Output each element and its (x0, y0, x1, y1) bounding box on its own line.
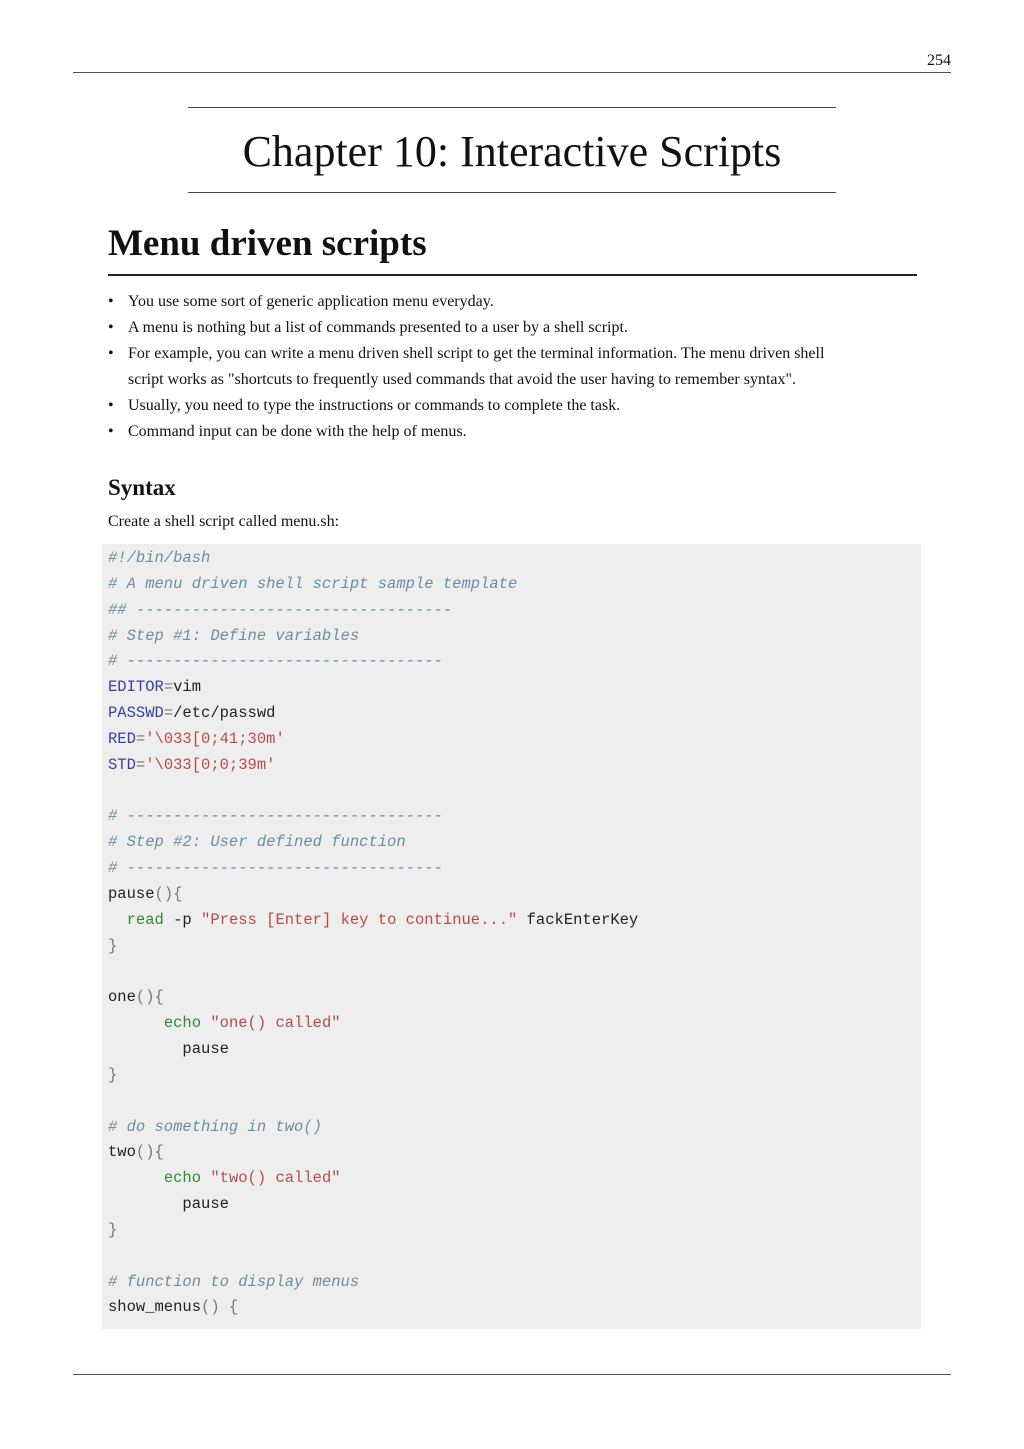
code-token: one (108, 988, 136, 1007)
code-token: "one() called" (210, 1014, 341, 1033)
code-token: = (163, 678, 174, 697)
code-line (108, 753, 638, 779)
code-token: = (135, 755, 146, 774)
code-token: '\033[0;41;30m' (145, 729, 285, 748)
code-token: = (135, 729, 146, 748)
code-line (108, 960, 638, 986)
code-line (108, 624, 638, 650)
list-item-text: A menu is nothing but a list of commands presented to a user by a shell script. (128, 319, 628, 336)
code-token: STD (108, 755, 136, 774)
list-item (108, 315, 908, 341)
code-token (201, 1169, 210, 1187)
code-token: ## ---------------------------------- (108, 600, 453, 619)
code-line (108, 985, 638, 1011)
code-token: # ---------------------------------- (108, 807, 443, 826)
code-token: } (108, 936, 118, 955)
code-line (108, 1166, 638, 1192)
code-token: (){ (135, 1143, 164, 1162)
code-token: '\033[0;0;39m' (145, 755, 276, 774)
code-line (108, 1295, 638, 1321)
code-token: (){ (154, 884, 183, 903)
code-line (108, 804, 638, 830)
code-line (108, 1011, 638, 1037)
code-line (108, 856, 638, 882)
code-token: # A menu driven shell script sample template (108, 574, 518, 593)
chapter-title: Chapter 10: Interactive Scripts (242, 127, 782, 176)
code-token: # function to display menus (108, 1272, 360, 1291)
code-token: /etc/passwd (173, 704, 276, 723)
list-item (108, 419, 908, 445)
header-rule (73, 72, 951, 73)
section-title: Menu driven scripts (108, 223, 427, 264)
code-token: # Step #2: User defined function (108, 833, 406, 852)
code-line (108, 1037, 638, 1063)
intro-paragraph: Create a shell script called menu.sh: (108, 513, 340, 530)
code-token: EDITOR (108, 678, 164, 697)
code-token (201, 1014, 210, 1032)
list-item (108, 393, 908, 419)
code-token: pause (108, 1040, 229, 1059)
code-token: "Press [Enter] key to continue..." (201, 910, 518, 929)
code-line (108, 934, 638, 960)
list-item-text: For example, you can write a menu driven shell script to get the terminal information. The menu driven shell (128, 345, 825, 362)
code-line (108, 572, 638, 598)
code-token: show_menus (108, 1298, 202, 1317)
list-item (108, 341, 908, 393)
section-rule (108, 274, 917, 276)
code-token: } (108, 1065, 118, 1084)
code-token: RED (108, 729, 136, 748)
list-item-text: Command input can be done with the help of menus. (128, 423, 467, 440)
code-token (108, 1169, 164, 1187)
code-token: vim (173, 678, 202, 697)
code-token: fackEnterKey (517, 910, 639, 929)
code-line (108, 1270, 638, 1296)
code-token (108, 911, 127, 929)
code-token: = (163, 704, 174, 723)
code-token: echo (163, 1169, 202, 1188)
code-token: # do something in two() (108, 1117, 322, 1136)
bullet-list (108, 289, 908, 445)
code-line (108, 701, 638, 727)
code-line (108, 1063, 638, 1089)
code-token: -p (163, 910, 202, 929)
code-line (108, 546, 638, 572)
list-item-text: Usually, you need to type the instructions or commands to complete the task. (128, 397, 621, 414)
code-token: () { (201, 1298, 239, 1317)
code-line (108, 1115, 638, 1141)
code-token: pause (108, 884, 155, 903)
code-token: echo (163, 1014, 202, 1033)
code-line (108, 727, 638, 753)
code-line (108, 1244, 638, 1270)
page-number: 254 (927, 52, 951, 69)
code-line (108, 649, 638, 675)
code-token: # Step #1: Define variables (108, 626, 360, 645)
code-line (108, 830, 638, 856)
footer-rule (73, 1374, 951, 1375)
list-item-text: script works as "shortcuts to frequently used commands that avoid the user having to remember syntax". (128, 371, 797, 388)
code-token: # ---------------------------------- (108, 652, 443, 671)
code-token: } (108, 1220, 118, 1239)
code-line (108, 1218, 638, 1244)
code-token: PASSWD (108, 704, 164, 723)
code-line (108, 908, 638, 934)
code-line (108, 1089, 638, 1115)
code-token: #!/bin/bash (108, 549, 211, 567)
list-item (108, 289, 908, 315)
code-token: # ---------------------------------- (108, 859, 443, 878)
code-line (108, 882, 638, 908)
list-item-text: You use some sort of generic application menu everyday. (128, 293, 494, 310)
code-line (108, 779, 638, 805)
code-line (108, 598, 638, 624)
subsection-title: Syntax (108, 475, 176, 500)
code-line (108, 1140, 638, 1166)
code-token: two (108, 1143, 136, 1162)
code-token: "two() called" (210, 1169, 341, 1188)
code-token (108, 1014, 164, 1032)
code-line (108, 1192, 638, 1218)
code-token: read (126, 910, 164, 929)
code-token: (){ (135, 988, 164, 1007)
code-line (108, 675, 638, 701)
code-block (108, 546, 638, 1321)
code-token: pause (108, 1195, 229, 1214)
